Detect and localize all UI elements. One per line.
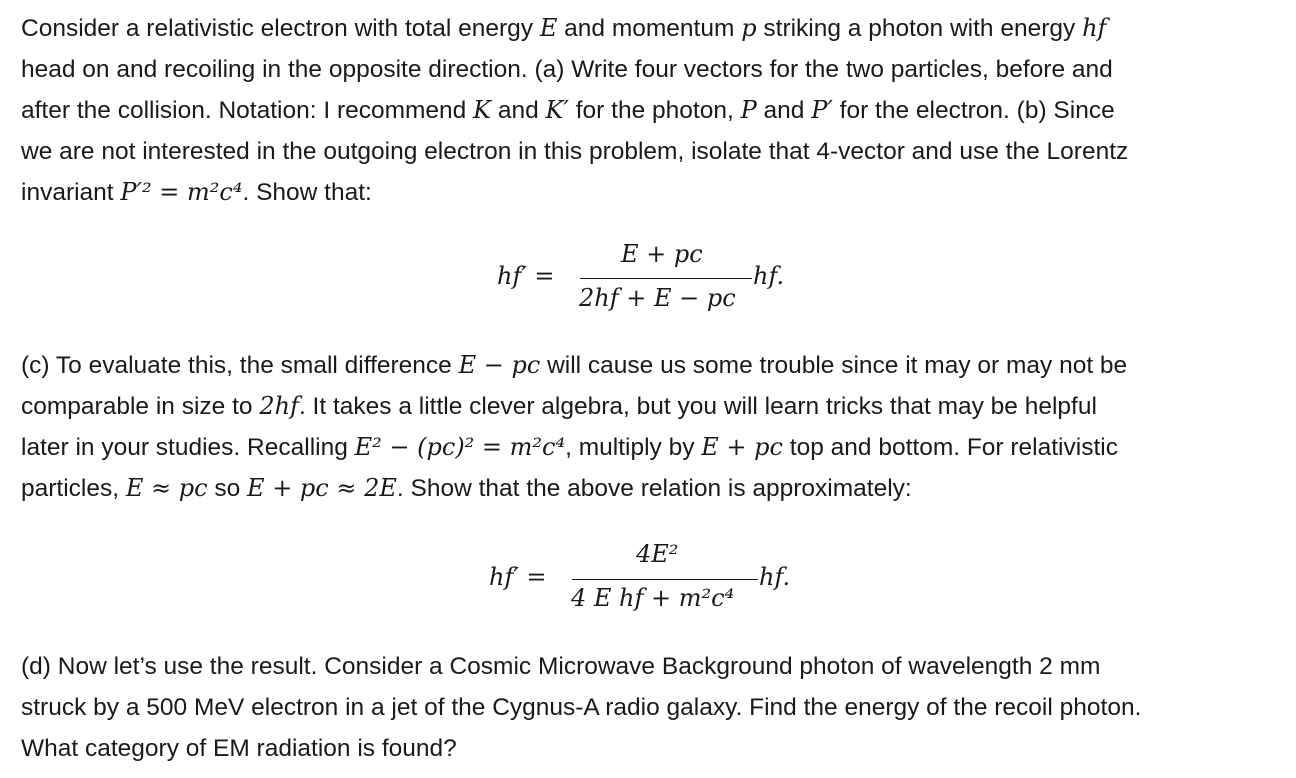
equation-lhs: hf′ = <box>489 563 547 591</box>
equation-rhs: hf. <box>759 563 791 591</box>
math-inline: P <box>740 96 757 124</box>
math-inline: P′² = m²c⁴ <box>120 178 243 206</box>
text-run: after the collision. Notation: I recommend <box>21 97 474 124</box>
text-run: head on and recoiling in the opposite direction. (a) Write four vectors for the two particles, before and <box>21 56 1113 83</box>
text-run: . Show that: <box>242 179 372 206</box>
text-run: . Show that the above relation is approximately: <box>396 475 912 502</box>
equation-rhs: hf. <box>753 262 785 290</box>
text-run: and momentum <box>557 15 742 42</box>
math-inline: E² − (pc)² = m²c⁴ <box>354 433 566 461</box>
math-inline: P′ <box>811 96 833 124</box>
equation-numerator: E + pc <box>621 240 703 268</box>
text-run: particles, <box>21 475 126 502</box>
text-run: for the electron. (b) Since <box>832 97 1115 124</box>
text-run: Consider a relativistic electron with total energy <box>21 15 540 42</box>
equation-numerator: 4E² <box>636 540 679 568</box>
text-run: later in your studies. Recalling <box>21 434 355 461</box>
text-run: and <box>491 97 546 124</box>
text-run: striking a photon with energy <box>756 15 1083 42</box>
text-run: top and bottom. For relativistic <box>782 434 1118 461</box>
text-run: will cause us some trouble since it may or may not be <box>540 352 1128 379</box>
math-inline: K <box>473 96 492 124</box>
math-inline: K′ <box>545 96 569 124</box>
text-run: so <box>207 475 248 502</box>
fraction-bar <box>572 579 758 580</box>
math-inline: E ≈ pc <box>125 474 208 502</box>
text-run: for the photon, <box>568 97 741 124</box>
math-inline: p <box>741 14 757 42</box>
text-run: invariant <box>21 179 121 206</box>
equation-lhs: hf′ = <box>497 262 555 290</box>
math-inline: E <box>539 14 558 42</box>
math-inline: E + pc <box>701 433 783 461</box>
text-run: struck by a 500 MeV electron in a jet of the Cygnus-A radio galaxy. Find the energy of the recoil photon. <box>21 694 1142 721</box>
text-run: . It takes a little clever algebra, but you will learn tricks that may be helpful <box>298 393 1097 420</box>
part-d-paragraph <box>21 646 1271 769</box>
text-run: we are not interested in the outgoing electron in this problem, isolate that 4-vector and use the Lorentz <box>21 138 1129 165</box>
text-run: comparable in size to <box>21 393 260 420</box>
math-inline: hf <box>1082 14 1107 42</box>
text-run: (d) Now let’s use the result. Consider a Cosmic Microwave Background photon of wavelength 2 mm <box>21 653 1101 680</box>
equation-denominator: 2hf + E − pc <box>579 284 736 312</box>
math-inline: 2hf <box>259 392 299 420</box>
math-inline: E + pc ≈ 2E <box>247 474 397 502</box>
text-run: and <box>756 97 812 124</box>
equation-denominator: 4 E hf + m²c⁴ <box>571 584 735 612</box>
text-run: , multiply by <box>565 434 702 461</box>
math-inline: E − pc <box>458 351 541 379</box>
text-run: (c) To evaluate this, the small difference <box>21 352 459 379</box>
text-run: What category of EM radiation is found? <box>21 735 457 762</box>
